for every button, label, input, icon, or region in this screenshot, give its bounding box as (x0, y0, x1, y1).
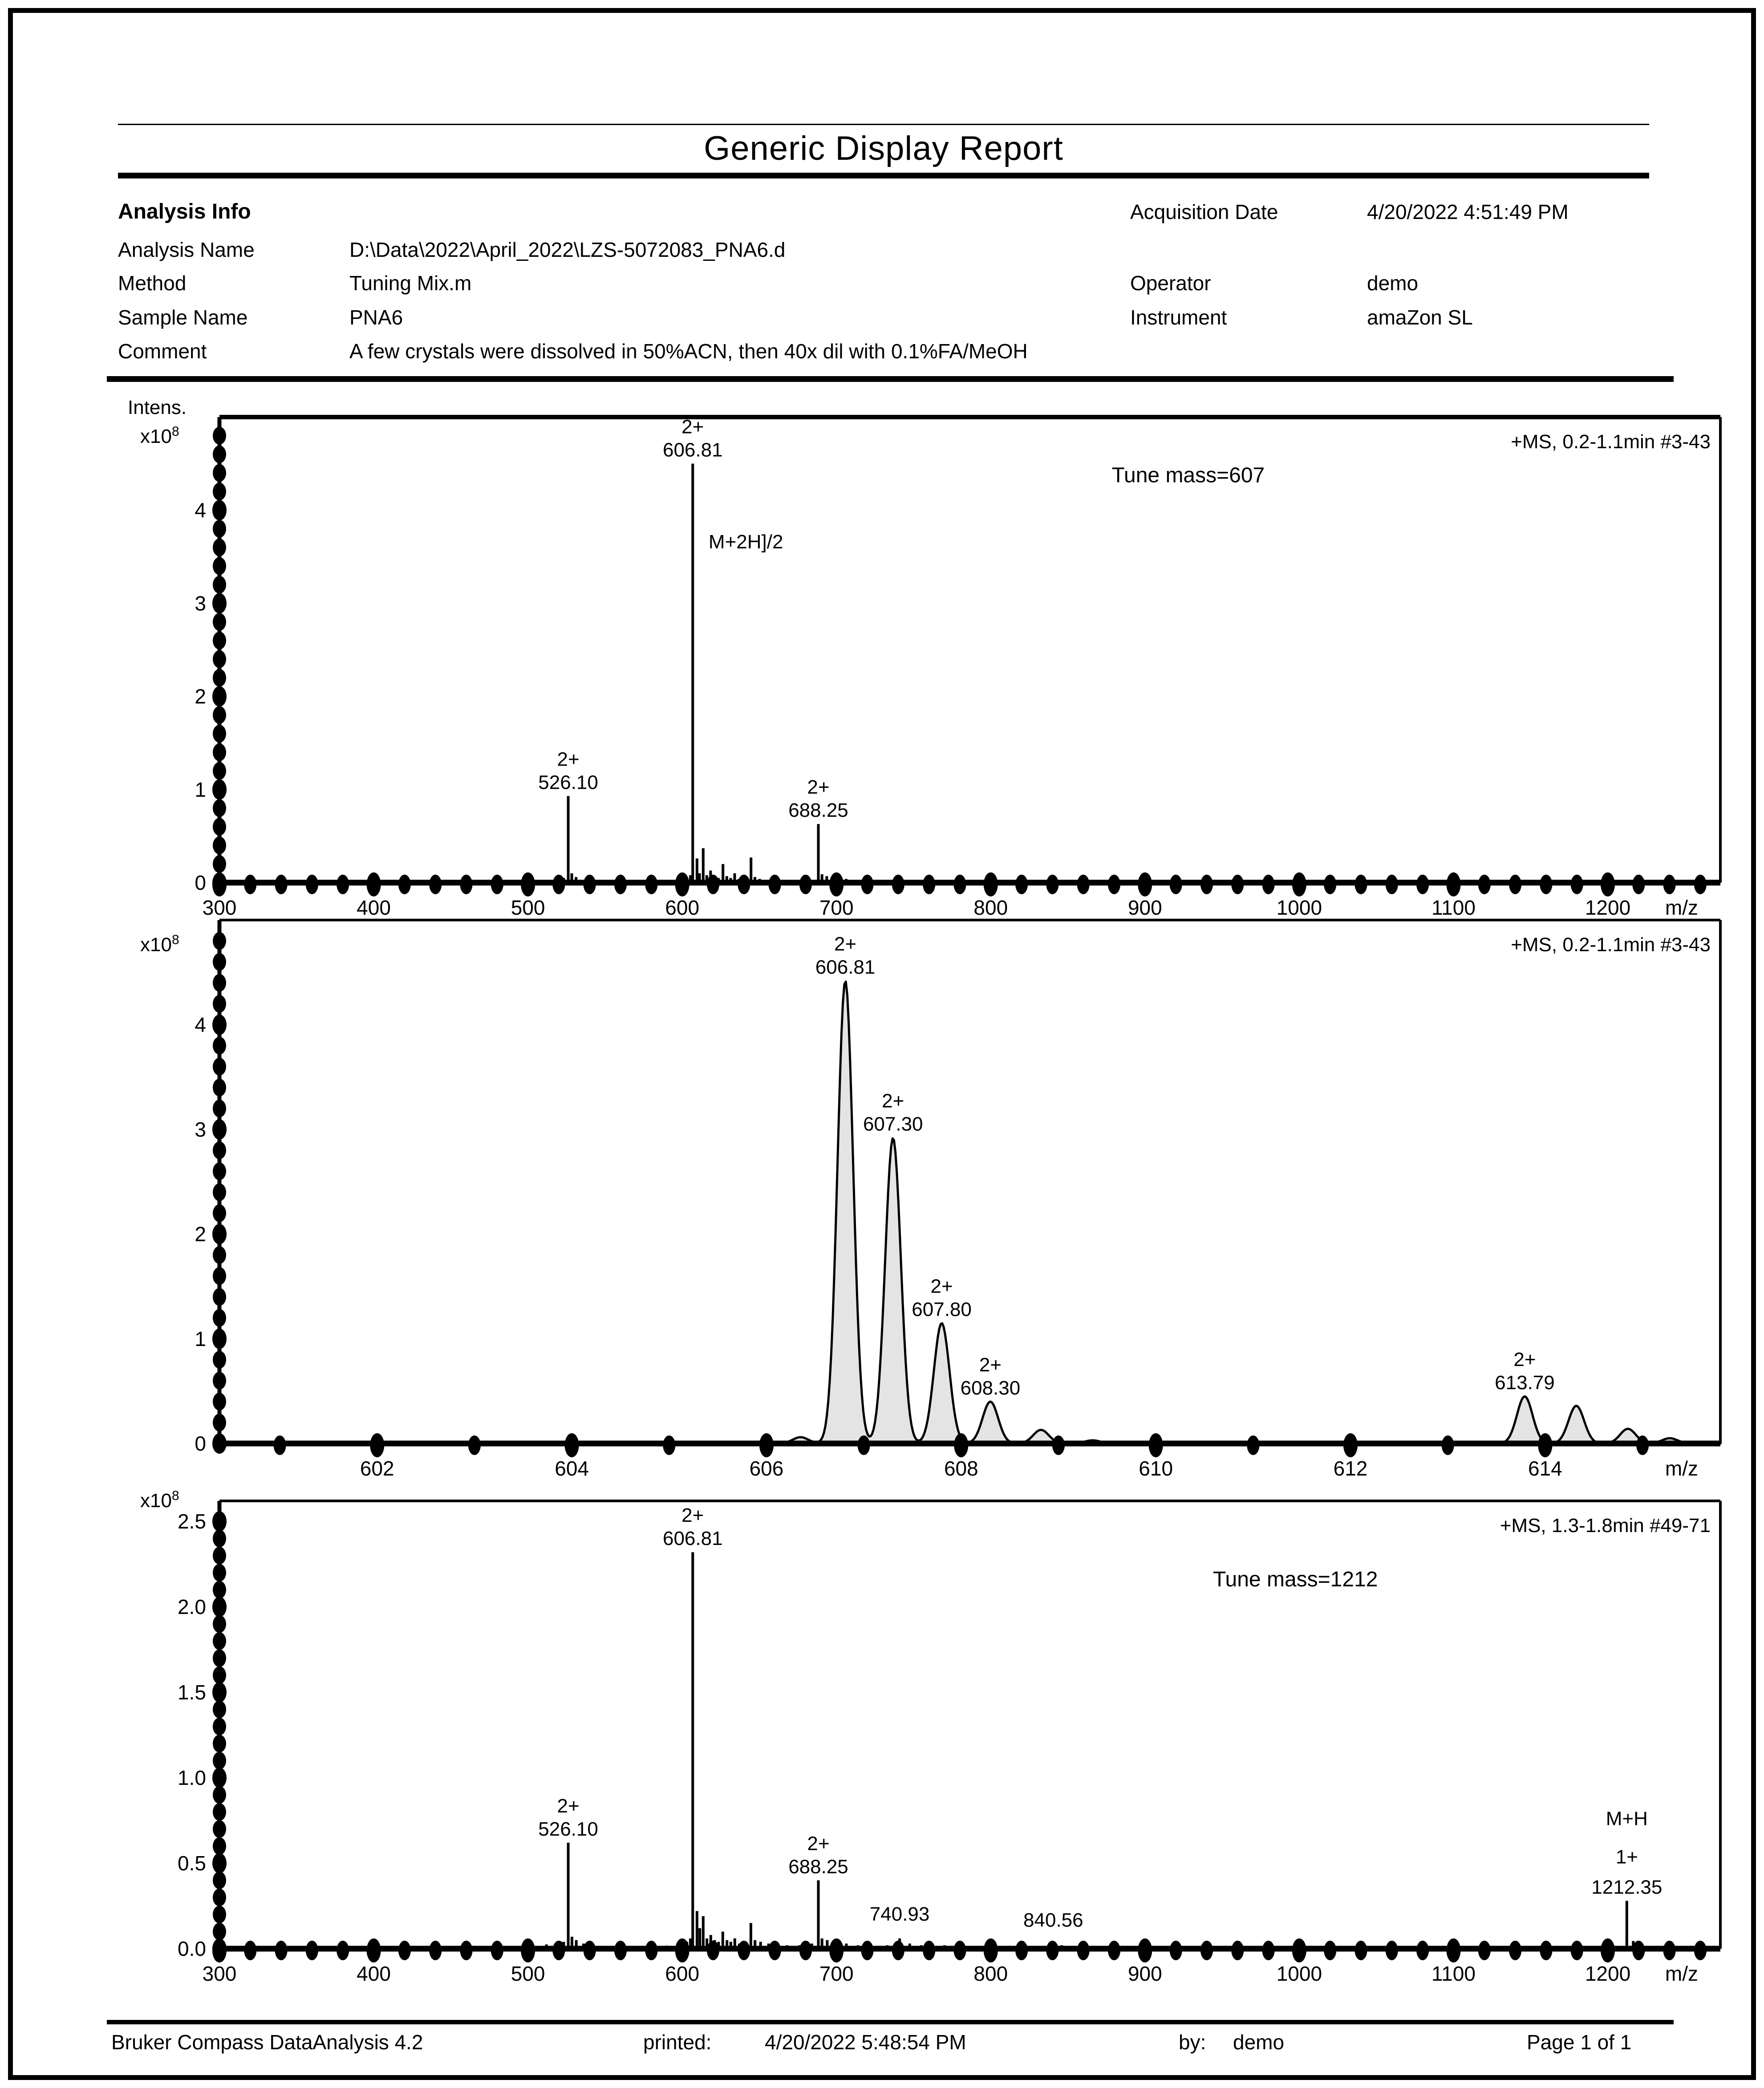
x-tick-dot (858, 1435, 870, 1455)
peak-label: 526.10 (538, 771, 598, 794)
y-tick-dot (212, 1119, 227, 1139)
x-tick-dot (1138, 872, 1152, 896)
y-tick-label: 0.0 (178, 1937, 206, 1960)
y-tick-label: 2.5 (178, 1510, 206, 1533)
y-tick-dot (213, 1632, 226, 1650)
y-tick-label: 2 (195, 685, 206, 708)
info-label-sample-name: Sample Name (118, 306, 248, 329)
x-tick-dot (1478, 875, 1491, 894)
x-tick-dot (337, 875, 349, 894)
x-tick-dot (954, 1941, 966, 1960)
y-tick-label: 3 (195, 1118, 206, 1141)
y-tick-dot (212, 1597, 227, 1617)
x-tick-dot (1540, 1941, 1552, 1960)
y-tick-dot (213, 576, 226, 594)
y-tick-label: 4 (195, 499, 206, 522)
x-tick-dot (1149, 1433, 1163, 1457)
x-tick-dot (1324, 875, 1336, 894)
peak-label: 2+ (882, 1090, 904, 1112)
y-tick-dot (213, 557, 226, 575)
peak-label: 2+ (557, 748, 580, 770)
y-tick-dot (213, 1309, 226, 1327)
peak-label: 608.30 (960, 1377, 1021, 1399)
y-tick-dot (213, 762, 226, 780)
x-tick-dot (1509, 875, 1521, 894)
peak-label: 740.93 (869, 1903, 930, 1925)
info-label-analysis-name: Analysis Name (118, 238, 255, 261)
x-tick-dot (984, 872, 998, 896)
y-tick-dot (213, 1752, 226, 1770)
x-tick-dot (1324, 1941, 1336, 1960)
x-tick-dot (1108, 875, 1120, 894)
x-tick-dot (1571, 875, 1583, 894)
x-tick-dot (645, 875, 657, 894)
x-tick-label: 300 (202, 1962, 237, 1985)
x-tick-dot (829, 1938, 843, 1962)
y-tick-dot (213, 1820, 226, 1838)
y-tick-dot (213, 1889, 226, 1906)
y-tick-label: 1 (195, 778, 206, 801)
y-tick-dot (213, 1037, 226, 1054)
x-tick-dot (707, 1941, 719, 1960)
y-tick-dot (213, 1615, 226, 1633)
info-label-instrument: Instrument (1130, 306, 1227, 329)
y-tick-dot (213, 1246, 226, 1264)
x-tick-dot (1694, 1941, 1707, 1960)
y-tick-dot (213, 1267, 226, 1285)
y-tick-dot (213, 1735, 226, 1752)
x-tick-dot (1509, 1941, 1521, 1960)
y-tick-dot (213, 1414, 226, 1431)
y-tick-dot (213, 1906, 226, 1923)
x-tick-dot (244, 875, 256, 894)
y-tick-dot (213, 743, 226, 761)
x-tick-dot (1478, 1941, 1491, 1960)
x-tick-dot (491, 875, 503, 894)
x-tick-label: 604 (555, 1457, 589, 1480)
x-tick-dot (429, 1941, 442, 1960)
x-tick-dot (954, 1433, 968, 1457)
x-tick-dot (367, 1938, 381, 1962)
x-tick-label: 700 (819, 1962, 854, 1985)
scan-header: +MS, 1.3-1.8min #49-71 (1500, 1515, 1711, 1537)
peak-label: 607.80 (912, 1298, 972, 1321)
y-tick-label: 1.5 (178, 1681, 206, 1704)
x-tick-dot (584, 1941, 596, 1960)
x-tick-dot (274, 1435, 286, 1455)
peak-label: 1212.35 (1591, 1876, 1663, 1898)
y-tick-dot (213, 1871, 226, 1889)
spectrum-panel-3 (140, 1488, 1720, 1985)
x-tick-dot (892, 1941, 904, 1960)
x-tick-label: 612 (1333, 1457, 1368, 1480)
y-tick-dot (213, 1649, 226, 1667)
footer-printed-label: printed: (643, 2031, 712, 2054)
x-tick-dot (614, 875, 627, 894)
peak-label: 2+ (1513, 1349, 1536, 1371)
y-tick-dot (213, 1530, 226, 1548)
y-tick-dot (213, 799, 226, 817)
y-tick-dot (213, 427, 226, 445)
y-tick-dot (213, 1141, 226, 1159)
x-tick-dot (984, 1938, 998, 1962)
x-tick-dot (1200, 1941, 1213, 1960)
x-tick-dot (923, 875, 935, 894)
y-tick-dot (213, 539, 226, 556)
x-tick-label: 500 (511, 1962, 545, 1985)
y-tick-label: 4 (195, 1013, 206, 1037)
x-tick-dot (1447, 872, 1461, 896)
x-tick-dot (468, 1435, 481, 1455)
x-tick-dot (663, 1435, 675, 1455)
x-tick-dot (1292, 872, 1306, 896)
x-tick-dot (645, 1941, 657, 1960)
y-tick-label: 1.0 (178, 1766, 206, 1790)
y-tick-dot (213, 1204, 226, 1222)
y-tick-dot (212, 1433, 227, 1454)
x-tick-dot (707, 875, 719, 894)
x-tick-label: 900 (1127, 896, 1162, 919)
y-tick-dot (213, 650, 226, 668)
y-tick-dot (213, 725, 226, 742)
x-tick-dot (460, 875, 473, 894)
x-tick-dot (212, 872, 227, 896)
x-tick-dot (491, 1941, 503, 1960)
peak-label: 688.25 (788, 1856, 848, 1878)
peak-label: 2+ (807, 776, 830, 799)
y-tick-label: 0 (195, 871, 206, 894)
x-tick-dot (1632, 1941, 1645, 1960)
y-tick-dot (213, 855, 226, 873)
x-tick-dot (370, 1433, 384, 1457)
y-tick-dot (212, 1853, 227, 1873)
x-axis-unit-label: m/z (1665, 896, 1698, 919)
page-title: Generic Display Report (704, 130, 1063, 167)
y-tick-dot (212, 686, 227, 707)
y-tick-dot (213, 995, 226, 1013)
peak-label: 688.25 (788, 799, 848, 822)
peak-label: 607.30 (863, 1113, 923, 1135)
peak-label: 2+ (681, 1504, 704, 1527)
y-tick-dot (212, 1768, 227, 1788)
x-tick-dot (460, 1941, 473, 1960)
x-tick-label: 500 (511, 896, 545, 919)
x-tick-dot (738, 1941, 750, 1960)
x-tick-label: 900 (1127, 1962, 1162, 1985)
x-tick-dot (1108, 1941, 1120, 1960)
peak-label: 606.81 (662, 1528, 723, 1550)
peak-label: 606.81 (815, 956, 876, 978)
x-tick-dot (565, 1433, 579, 1457)
x-tick-dot (1247, 1435, 1259, 1455)
y-scale-label: $x10^8$ (140, 424, 179, 447)
y-tick-dot (212, 500, 227, 520)
y-tick-dot (213, 706, 226, 724)
footer-rule (107, 2020, 1674, 2024)
y-tick-dot (213, 613, 226, 631)
x-tick-dot (306, 1941, 318, 1960)
x-tick-dot (675, 1938, 689, 1962)
info-label-operator: Operator (1130, 272, 1211, 295)
analysis-info-heading: Analysis Info (118, 200, 251, 223)
x-tick-dot (1170, 1941, 1182, 1960)
y-tick-dot (213, 1163, 226, 1180)
x-tick-dot (614, 1941, 627, 1960)
x-tick-label: 602 (360, 1457, 394, 1480)
info-value-method: Tuning Mix.m (349, 272, 472, 295)
x-tick-dot (1015, 1941, 1028, 1960)
info-value-instrument: amaZon SL (1367, 306, 1473, 329)
y-axis-title: Intens. (128, 397, 187, 418)
x-tick-label: 614 (1528, 1457, 1562, 1480)
annotation: Tune mass=607 (1111, 463, 1265, 487)
y-tick-dot (212, 593, 227, 613)
annotation: M+2H]/2 (708, 531, 783, 553)
x-tick-label: 1200 (1585, 1962, 1631, 1985)
x-tick-dot (1663, 875, 1676, 894)
x-tick-label: 1100 (1431, 1962, 1476, 1985)
x-tick-label: 700 (819, 896, 854, 919)
x-tick-dot (675, 872, 689, 896)
peak-label: 2+ (930, 1275, 953, 1297)
x-tick-dot (1292, 1938, 1306, 1962)
y-tick-dot (213, 1184, 226, 1201)
x-tick-dot (1231, 1941, 1244, 1960)
x-tick-dot (552, 875, 565, 894)
x-tick-dot (1200, 875, 1213, 894)
x-tick-dot (892, 875, 904, 894)
x-tick-label: 1200 (1585, 896, 1631, 919)
x-tick-dot (584, 875, 596, 894)
footer-app: Bruker Compass DataAnalysis 4.2 (111, 2031, 423, 2054)
x-tick-dot (244, 1941, 256, 1960)
info-value-analysis-name: D:\Data\2022\April_2022\LZS-5072083_PNA6.d (349, 238, 786, 261)
x-tick-dot (861, 875, 874, 894)
y-tick-dot (213, 974, 226, 992)
y-tick-dot (213, 520, 226, 538)
x-tick-dot (1601, 1938, 1615, 1962)
x-tick-dot (1077, 875, 1090, 894)
y-tick-dot (213, 1923, 226, 1941)
y-tick-dot (213, 1547, 226, 1565)
info-value-acquisition-date: 4/20/2022 4:51:49 PM (1367, 200, 1569, 223)
y-tick-dot (213, 1803, 226, 1821)
x-tick-dot (1015, 875, 1028, 894)
x-tick-label: 1000 (1276, 896, 1322, 919)
y-tick-dot (212, 1682, 227, 1703)
x-tick-dot (1138, 1938, 1152, 1962)
x-tick-dot (552, 1941, 565, 1960)
y-tick-dot (213, 669, 226, 687)
info-value-sample-name: PNA6 (349, 306, 403, 329)
x-tick-dot (923, 1941, 935, 1960)
x-tick-dot (275, 1941, 288, 1960)
y-tick-label: 2.0 (178, 1595, 206, 1619)
x-tick-label: 600 (665, 896, 700, 919)
x-tick-dot (1343, 1433, 1358, 1457)
x-tick-dot (1046, 875, 1058, 894)
x-tick-dot (1694, 875, 1707, 894)
scan-header: +MS, 0.2-1.1min #3-43 (1511, 431, 1711, 453)
x-tick-dot (275, 875, 288, 894)
peak-label: 2+ (807, 1833, 830, 1855)
info-value-comment: A few crystals were dissolved in 50%ACN, then 40x dil with 0.1%FA/MeOH (349, 340, 1028, 363)
x-tick-dot (769, 1941, 781, 1960)
y-tick-dot (213, 953, 226, 971)
peak-label: M+H (1606, 1808, 1648, 1830)
x-tick-dot (367, 872, 381, 896)
x-tick-dot (1571, 1941, 1583, 1960)
x-tick-label: 600 (665, 1962, 700, 1985)
x-tick-dot (1447, 1938, 1461, 1962)
peak-label: 840.56 (1023, 1909, 1083, 1931)
x-tick-dot (521, 872, 535, 896)
info-label-method: Method (118, 272, 187, 295)
x-tick-label: 400 (357, 896, 391, 919)
info-value-operator: demo (1367, 272, 1419, 295)
x-tick-dot (1636, 1435, 1649, 1455)
x-tick-label: 400 (357, 1962, 391, 1985)
x-tick-dot (954, 875, 966, 894)
x-tick-dot (759, 1433, 774, 1457)
y-tick-dot (213, 836, 226, 854)
x-tick-dot (306, 875, 318, 894)
x-tick-dot (1052, 1435, 1065, 1455)
x-tick-label: 608 (944, 1457, 978, 1480)
x-tick-dot (1355, 875, 1367, 894)
y-tick-dot (213, 1058, 226, 1075)
y-tick-label: 0 (195, 1432, 206, 1455)
y-tick-label: 1 (195, 1327, 206, 1350)
peak-label: 526.10 (538, 1818, 598, 1840)
x-tick-dot (337, 1941, 349, 1960)
peak-label: 606.81 (662, 439, 723, 461)
x-tick-dot (829, 872, 843, 896)
info-label-comment: Comment (118, 340, 207, 363)
x-tick-dot (1077, 1941, 1090, 1960)
spectrum-panel-1 (128, 397, 1720, 919)
x-tick-dot (398, 875, 411, 894)
x-tick-label: 1100 (1431, 896, 1476, 919)
x-tick-dot (1442, 1435, 1454, 1455)
y-scale-label: $x10^8$ (140, 933, 179, 956)
x-tick-dot (1386, 1941, 1398, 1960)
y-tick-label: 0.5 (178, 1852, 206, 1875)
y-tick-dot (213, 1666, 226, 1684)
x-tick-dot (799, 875, 812, 894)
y-tick-dot (213, 1837, 226, 1855)
y-tick-dot (213, 1786, 226, 1804)
y-tick-label: 2 (195, 1222, 206, 1246)
y-scale-label: $x10^8$ (140, 1488, 179, 1512)
annotation: Tune mass=1212 (1213, 1567, 1378, 1591)
y-tick-dot (213, 1564, 226, 1581)
x-tick-dot (769, 875, 781, 894)
spectrum-panel-2 (140, 920, 1720, 1480)
x-tick-dot (1386, 875, 1398, 894)
info-label-acquisition-date: Acquisition Date (1130, 200, 1278, 223)
x-tick-dot (1046, 1941, 1058, 1960)
x-tick-dot (212, 1938, 227, 1962)
y-tick-dot (213, 464, 226, 482)
x-tick-dot (1538, 1433, 1552, 1457)
x-tick-dot (738, 875, 750, 894)
x-tick-dot (398, 1941, 411, 1960)
x-tick-dot (1416, 875, 1429, 894)
x-tick-label: 800 (973, 1962, 1008, 1985)
footer-by-value: demo (1233, 2031, 1285, 2054)
y-tick-dot (212, 1014, 227, 1035)
x-tick-label: 300 (202, 896, 237, 919)
y-tick-label: 3 (195, 592, 206, 615)
y-tick-dot (213, 1099, 226, 1117)
peak-label: 2+ (979, 1354, 1002, 1376)
peak-label: 613.79 (1495, 1372, 1555, 1394)
y-tick-dot (213, 1288, 226, 1306)
x-tick-label: 606 (749, 1457, 784, 1480)
x-tick-dot (1231, 875, 1244, 894)
y-tick-dot (212, 1329, 227, 1349)
x-tick-label: 800 (973, 896, 1008, 919)
x-axis-unit-label: m/z (1665, 1962, 1698, 1985)
y-tick-dot (213, 1351, 226, 1369)
x-axis-unit-label: m/z (1665, 1457, 1698, 1480)
y-tick-dot (213, 1581, 226, 1599)
x-tick-dot (1632, 875, 1645, 894)
x-tick-dot (1262, 1941, 1275, 1960)
scan-header: +MS, 0.2-1.1min #3-43 (1511, 934, 1711, 956)
x-tick-dot (1170, 875, 1182, 894)
y-tick-dot (212, 1224, 227, 1245)
footer-by-label: by: (1179, 2031, 1206, 2054)
y-tick-dot (213, 446, 226, 463)
peak-label: 2+ (681, 416, 704, 438)
x-tick-dot (799, 1941, 812, 1960)
y-tick-dot (213, 1393, 226, 1411)
y-tick-dot (213, 1078, 226, 1096)
y-tick-dot (213, 1372, 226, 1390)
peak-label: 2+ (834, 933, 857, 955)
x-tick-dot (429, 875, 442, 894)
y-tick-dot (212, 1511, 227, 1532)
y-tick-dot (213, 1718, 226, 1735)
footer-page-number: Page 1 of 1 (1527, 2031, 1632, 2054)
x-tick-dot (1262, 875, 1275, 894)
y-tick-dot (213, 482, 226, 500)
y-tick-dot (213, 932, 226, 950)
x-tick-dot (1540, 875, 1552, 894)
x-tick-label: 1000 (1276, 1962, 1322, 1985)
footer-printed-value: 4/20/2022 5:48:54 PM (765, 2031, 966, 2054)
y-tick-dot (213, 632, 226, 649)
x-tick-dot (1663, 1941, 1676, 1960)
y-tick-dot (212, 779, 227, 800)
x-tick-dot (1601, 872, 1615, 896)
peak-label: 1+ (1615, 1846, 1638, 1868)
y-tick-dot (213, 1700, 226, 1718)
x-tick-dot (521, 1938, 535, 1962)
x-tick-label: 610 (1139, 1457, 1173, 1480)
x-tick-dot (1416, 1941, 1429, 1960)
x-tick-dot (861, 1941, 874, 1960)
peak-label: 2+ (557, 1795, 580, 1817)
x-tick-dot (1355, 1941, 1367, 1960)
y-tick-dot (213, 818, 226, 836)
